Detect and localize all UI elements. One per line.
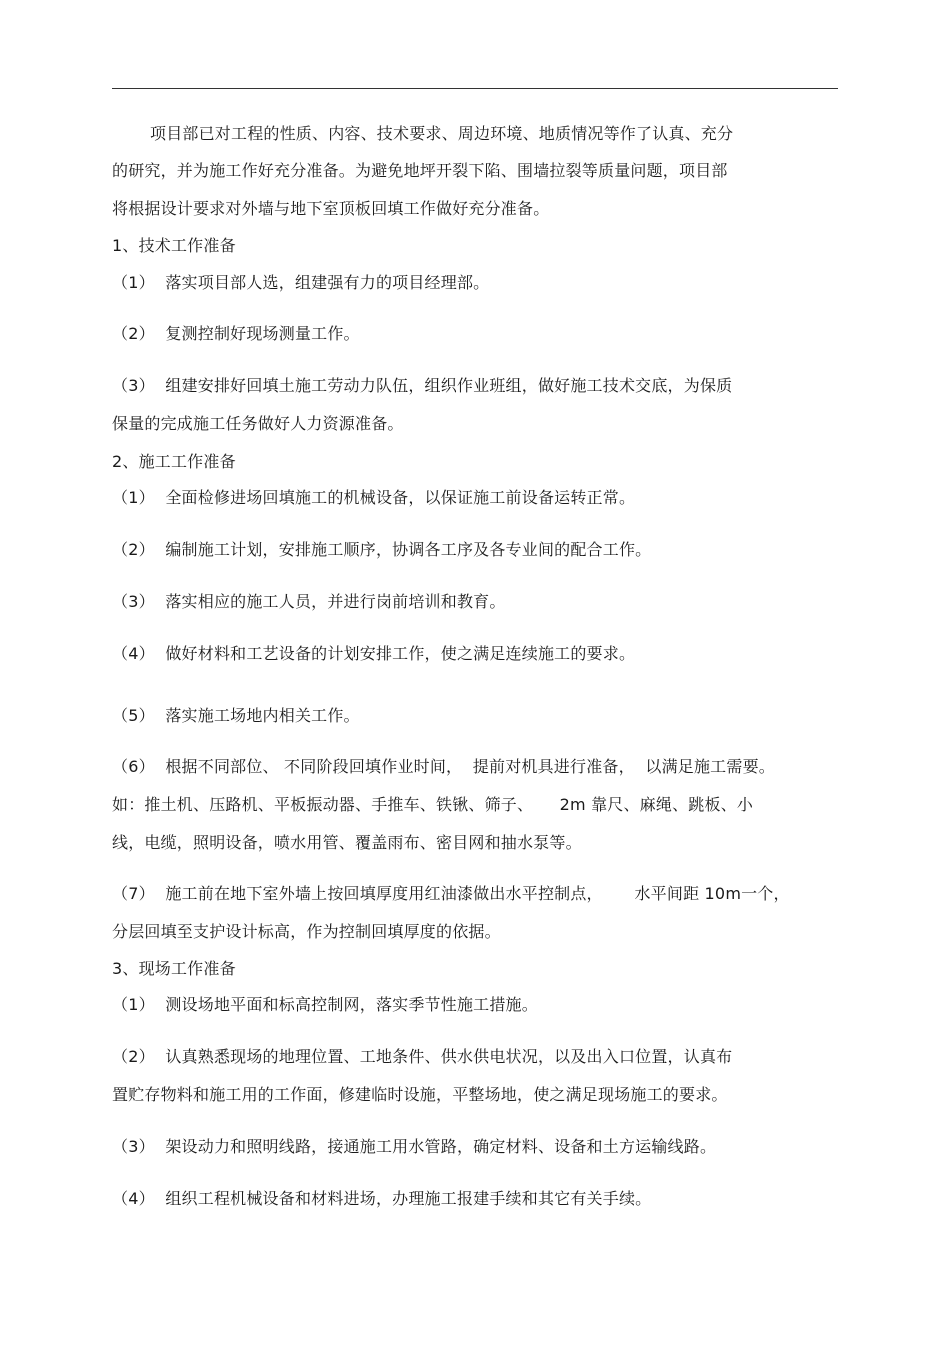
intro-line-3: 将根据设计要求对外墙与地下室顶板回填工作做好充分准备。	[112, 199, 550, 218]
section-2-item-6-line-2: 如：推土机、压路机、平板振动器、手推车、铁锹、筛子、 2m 靠尺、麻绳、跳板、小	[112, 795, 754, 814]
section-2-item-7-line-1: （7） 施工前在地下室外墙上按回填厚度用红油漆做出水平控制点， 水平间距 10m一个，	[112, 884, 790, 903]
section-2-item-3: （3） 落实相应的施工人员，并进行岗前培训和教育。	[112, 592, 506, 611]
section-2-item-6-line-3: 线，电缆，照明设备，喷水用管、覆盖雨布、密目网和抽水泵等。	[112, 833, 582, 852]
section-1-item-1: （1） 落实项目部人选，组建强有力的项目经理部。	[112, 273, 490, 292]
section-1-item-2: （2） 复测控制好现场测量工作。	[112, 324, 360, 343]
header-rule	[112, 88, 838, 89]
section-1-title: 1、技术工作准备	[112, 236, 236, 255]
section-2-item-1: （1） 全面检修进场回填施工的机械设备，以保证施工前设备运转正常。	[112, 488, 636, 507]
section-2-item-7-line-2: 分层回填至支护设计标高，作为控制回填厚度的依据。	[112, 922, 501, 941]
intro-line-1: 项目部已对工程的性质、内容、技术要求、周边环境、地质情况等作了认真、充分	[150, 124, 734, 143]
section-1-item-3-line-1: （3） 组建安排好回填土施工劳动力队伍，组织作业班组，做好施工技术交底，为保质	[112, 376, 733, 395]
section-3-item-2-line-2: 置贮存物料和施工用的工作面，修建临时设施，平整场地，使之满足现场施工的要求。	[112, 1085, 728, 1104]
section-3-item-3: （3） 架设动力和照明线路，接通施工用水管路，确定材料、设备和土方运输线路。	[112, 1137, 717, 1156]
section-2-item-5: （5） 落实施工场地内相关工作。	[112, 706, 360, 725]
section-2-item-2: （2） 编制施工计划，安排施工顺序，协调各工序及各专业间的配合工作。	[112, 540, 652, 559]
section-1-item-3-line-2: 保量的完成施工任务做好人力资源准备。	[112, 414, 404, 433]
section-2-item-6-line-1: （6） 根据不同部位、 不同阶段回填作业时间， 提前对机具进行准备， 以满足施工需要。	[112, 757, 775, 776]
section-3-item-1: （1） 测设场地平面和标高控制网，落实季节性施工措施。	[112, 995, 538, 1014]
section-3-item-2-line-1: （2） 认真熟悉现场的地理位置、工地条件、供水供电状况，以及出入口位置，认真布	[112, 1047, 733, 1066]
section-3-title: 3、现场工作准备	[112, 959, 236, 978]
intro-line-2: 的研究，并为施工作好充分准备。为避免地坪开裂下陷、围墙拉裂等质量问题，项目部	[112, 161, 728, 180]
section-3-item-4: （4） 组织工程机械设备和材料进场，办理施工报建手续和其它有关手续。	[112, 1189, 652, 1208]
section-2-title: 2、施工工作准备	[112, 452, 236, 471]
section-2-item-4: （4） 做好材料和工艺设备的计划安排工作，使之满足连续施工的要求。	[112, 644, 636, 663]
